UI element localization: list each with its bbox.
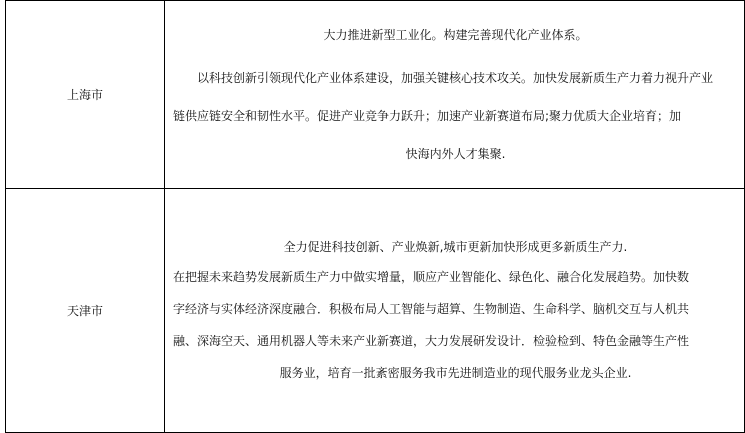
policy-title: 大力推进新型工业化。构建完善现代化产业体系。 (323, 27, 588, 42)
table-row (6, 1, 745, 189)
policy-paragraph (173, 261, 738, 389)
paragraph-line: 在把握未来趋势发展新质生产力中做实增量，顺应产业智能化、绿色化、融合化发展趋势。加快数 (173, 269, 690, 284)
table-row (6, 189, 745, 433)
content-cell (165, 189, 745, 433)
content-cell (165, 1, 745, 189)
policy-table (5, 0, 745, 433)
city-cell: 天津市 (6, 189, 165, 433)
paragraph-line: 链供应链安全和韧性水平。促进产业竞争力跃升；加速产业新赛道布局;聚力优质大企业培育；加 (173, 108, 682, 123)
city-cell: 上海市 (6, 1, 165, 189)
paragraph-line: 以科技创新引领现代化产业体系建设，加强关键核心技术攻关。加快发展新质生产力着力视升产业 (197, 70, 714, 85)
paragraph-line: 字经济与实体经济深度融合．积极布局人工智能与超算、生物制造、生命科学、脑机交互与人机共 (173, 301, 690, 316)
paragraph-line: 快海内外人才集聚. (405, 146, 506, 161)
policy-paragraph (173, 59, 738, 173)
policy-title: 全力促进科技创新、产业焕新,城市更新加快形成更多新质生产力. (283, 239, 628, 254)
paragraph-line: 融、深海空天、通用机器人等未来产业新赛道，大力发展研发设计．检验检到、特色金融等生产性 (173, 333, 690, 348)
paragraph-line: 服务业，培育一批紊密服务我市先进制造业的现代服务业龙头企业. (279, 365, 632, 380)
